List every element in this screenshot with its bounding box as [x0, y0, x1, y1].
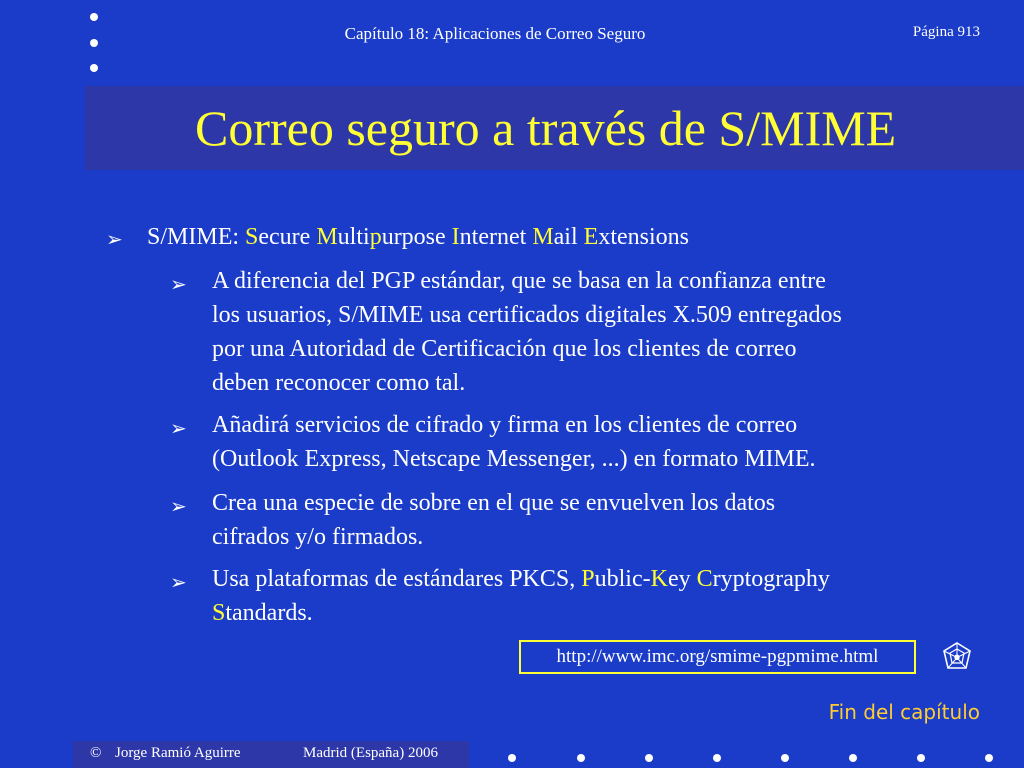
sub-bullet	[212, 562, 830, 630]
footer-author: Jorge Ramió Aguirre	[115, 745, 241, 761]
highlight-letter: M	[316, 224, 338, 250]
decor-dot	[713, 754, 721, 762]
highlight-letter: S	[245, 224, 259, 250]
text: S/MIME:	[147, 224, 246, 250]
decor-dot	[645, 754, 653, 762]
highlight-letter: S	[212, 600, 226, 626]
highlight-letter: P	[581, 566, 595, 592]
end-of-chapter-link[interactable]: Fin del capítulo	[828, 700, 980, 724]
main-bullet	[147, 220, 689, 254]
sub-bullet-line: los usuarios, S/MIME usa certificados digitales X.509 entregados	[212, 302, 842, 328]
text: ublic-	[594, 566, 651, 592]
sub-bullet	[212, 486, 775, 554]
sub-bullet-line: Crea una especie de sobre en el que se envuelven los datos	[212, 490, 776, 516]
decor-dot	[508, 754, 516, 762]
text: ey	[667, 566, 697, 592]
sub-bullet-line: por una Autoridad de Certificación que los clientes de correo	[212, 336, 797, 362]
sub-bullet-line: deben reconocer como tal.	[212, 370, 466, 396]
arrow-bullet-icon: ➢	[106, 229, 123, 251]
highlight-letter: p	[369, 224, 382, 250]
text: ryptography	[712, 566, 830, 592]
sub-bullet	[212, 264, 842, 400]
text: ail	[553, 224, 584, 250]
decor-dot	[781, 754, 789, 762]
sub-bullet-line: A diferencia del PGP estándar, que se basa en la confianza entre	[212, 268, 826, 294]
text: urpose	[381, 224, 452, 250]
text: tandards.	[225, 600, 313, 626]
decor-dot	[577, 754, 585, 762]
highlight-letter: K	[650, 566, 668, 592]
decor-dot	[985, 754, 993, 762]
text: ecure	[258, 224, 317, 250]
highlight-letter: M	[532, 224, 554, 250]
highlight-letter: I	[451, 224, 460, 250]
page-number: Página 913	[912, 24, 980, 40]
arrow-bullet-icon: ➢	[170, 572, 187, 594]
sub-bullet-line: Añadirá servicios de cifrado y firma en los clientes de correo	[212, 412, 798, 438]
sub-bullet-line: (Outlook Express, Netscape Messenger, ...) en formato MIME.	[212, 446, 816, 472]
text: Usa plataformas de estándares PKCS,	[212, 566, 582, 592]
highlight-letter: E	[583, 224, 599, 250]
slide-title: Correo seguro a través de S/MIME	[195, 100, 897, 156]
footer-place: Madrid (España) 2006	[303, 745, 438, 761]
highlight-letter: C	[696, 566, 713, 592]
arrow-bullet-icon: ➢	[170, 496, 187, 518]
copyright-symbol: ©	[90, 745, 102, 761]
url-link[interactable]: http://www.imc.org/smime-pgpmime.html	[519, 640, 916, 674]
arrow-bullet-icon: ➢	[170, 274, 187, 296]
sub-bullet	[212, 408, 816, 476]
web-icon[interactable]	[940, 640, 974, 674]
sub-bullet-line: cifrados y/o firmados.	[212, 524, 424, 550]
chapter-header: Capítulo 18: Aplicaciones de Correo Seguro	[344, 24, 646, 43]
text: ulti	[337, 224, 370, 250]
decor-dot	[917, 754, 925, 762]
text: xtensions	[598, 224, 689, 250]
arrow-bullet-icon: ➢	[170, 418, 187, 440]
text: nternet	[459, 224, 533, 250]
decor-dot	[849, 754, 857, 762]
